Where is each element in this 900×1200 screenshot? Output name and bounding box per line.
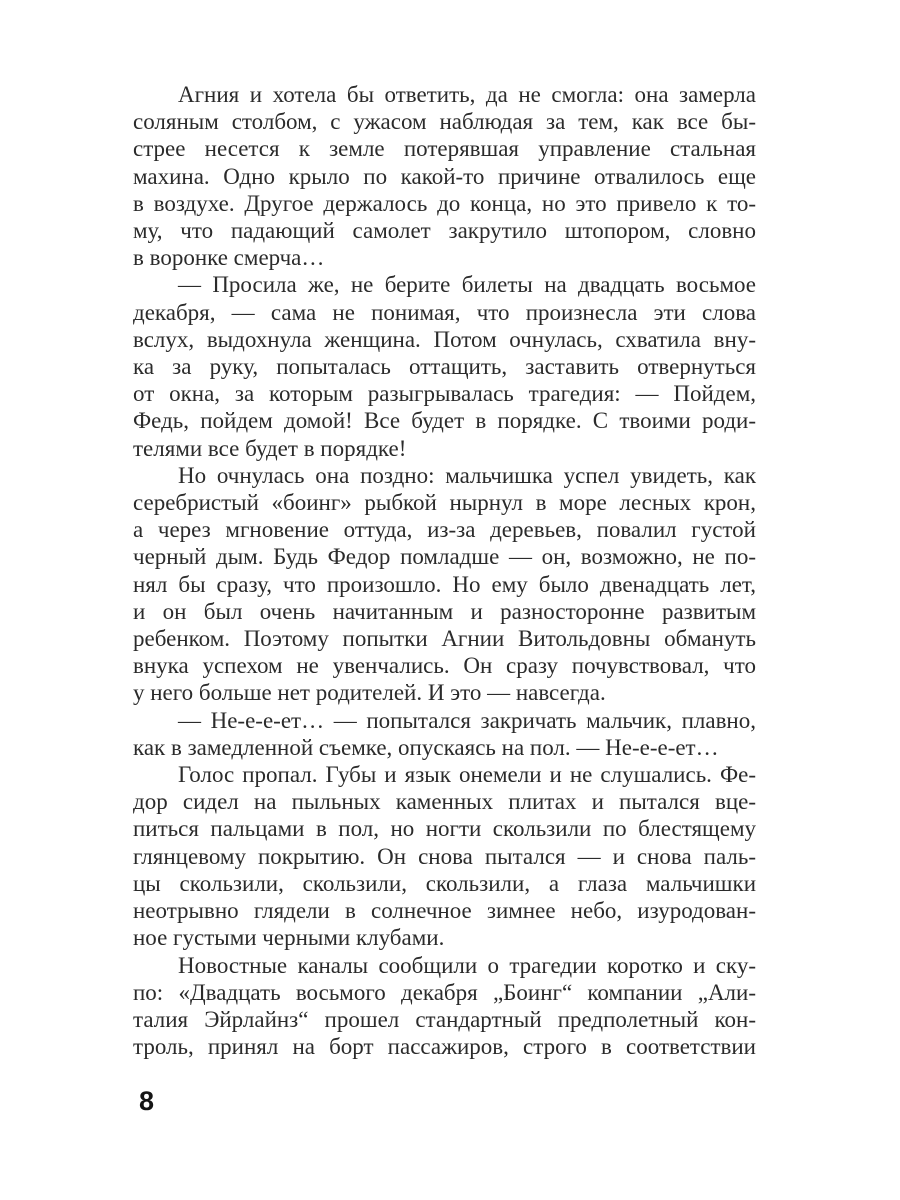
text-line: — Просила же, не берите билеты на двадцать восьмое: [178, 272, 756, 298]
text-line: по: «Двадцать восьмого декабря „Боинг“ компании „Али-: [133, 979, 756, 1005]
text-line: Голос пропал. Губы и язык онемели и не слушались. Фе-: [178, 762, 756, 788]
text-line: как в замедленной съемке, опускаясь на пол. — Не-е-е-ет…: [133, 734, 719, 760]
text-line: от окна, за которым разыгрывалась трагедия: — Пойдем,: [133, 381, 756, 407]
text-line: стрее несется к земле потерявшая управление стальная: [133, 136, 756, 162]
text-line: талия Эйрлайнз“ прошел стандартный предполетный кон-: [133, 1006, 756, 1032]
text-line: Новостные каналы сообщили о трагедии коротко и ску-: [178, 952, 756, 978]
text-line: ное густыми черными клубами.: [133, 925, 445, 951]
text-line: вслух, выдохнула женщина. Потом очнулась, схватила вну-: [133, 326, 756, 352]
text-line: серебристый «боинг» рыбкой нырнул в море лесных крон,: [133, 490, 756, 516]
text-line: и он был очень начитанным и разносторонне развитым: [133, 598, 756, 624]
text-line: а через мгновение оттуда, из-за деревьев, повалил густой: [133, 517, 756, 543]
text-line: дор сидел на пыльных каменных плитах и пытался вце-: [133, 789, 756, 815]
text-line: у него больше нет родителей. И это — навсегда.: [133, 680, 606, 706]
text-line: троль, принял на борт пассажиров, строго в соответствии: [133, 1034, 756, 1060]
text-line: глянцевому покрытию. Он снова пытался — и снова паль-: [133, 843, 756, 869]
text-line: нял бы сразу, что произошло. Но ему было двенадцать лет,: [133, 571, 756, 597]
text-line: телями все будет в порядке!: [133, 435, 407, 461]
paragraph: [133, 761, 756, 951]
page-text: [133, 81, 756, 1060]
text-line: черный дым. Будь Федор помладше — он, возможно, не по-: [133, 544, 756, 570]
paragraph: [133, 707, 756, 761]
text-line: Но очнулась она поздно: мальчишка успел увидеть, как: [178, 462, 756, 488]
paragraph: [133, 462, 756, 707]
text-line: питься пальцами в пол, но ногти скользили по блестящему: [133, 816, 756, 842]
text-line: неотрывно глядели в солнечное зимнее небо, изуродован-: [133, 898, 756, 924]
text-line: цы скользили, скользили, скользили, а глаза мальчишки: [133, 870, 756, 896]
text-line: ка за руку, попыталась оттащить, заставить отвернуться: [133, 354, 756, 380]
paragraph: [133, 81, 756, 271]
text-line: в воронке смерча…: [133, 245, 325, 271]
text-line: соляным столбом, с ужасом наблюдая за тем, как все бы-: [133, 109, 756, 135]
text-line: Агния и хотела бы ответить, да не смогла: она замерла: [178, 82, 756, 107]
page-number: 8: [139, 1086, 155, 1116]
text-line: му, что падающий самолет закрутило штопором, словно: [133, 218, 756, 244]
paragraph: [133, 952, 756, 1061]
text-line: ребенком. Поэтому попытки Агнии Витольдовны обмануть: [133, 626, 756, 652]
text-line: махина. Одно крыло по какой-то причине отвалилось еще: [133, 163, 756, 189]
paragraph: [133, 271, 756, 461]
text-line: — Не-е-е-ет… — попытался закричать мальчик, плавно,: [178, 707, 756, 733]
text-line: Федь, пойдем домой! Все будет в порядке. С твоими роди-: [133, 408, 756, 434]
text-line: в воздухе. Другое держалось до конца, но это привело к то-: [133, 190, 756, 216]
text-line: декабря, — сама не понимая, что произнесла эти слова: [133, 299, 756, 325]
text-line: внука успехом не увенчались. Он сразу почувствовал, что: [133, 653, 756, 679]
